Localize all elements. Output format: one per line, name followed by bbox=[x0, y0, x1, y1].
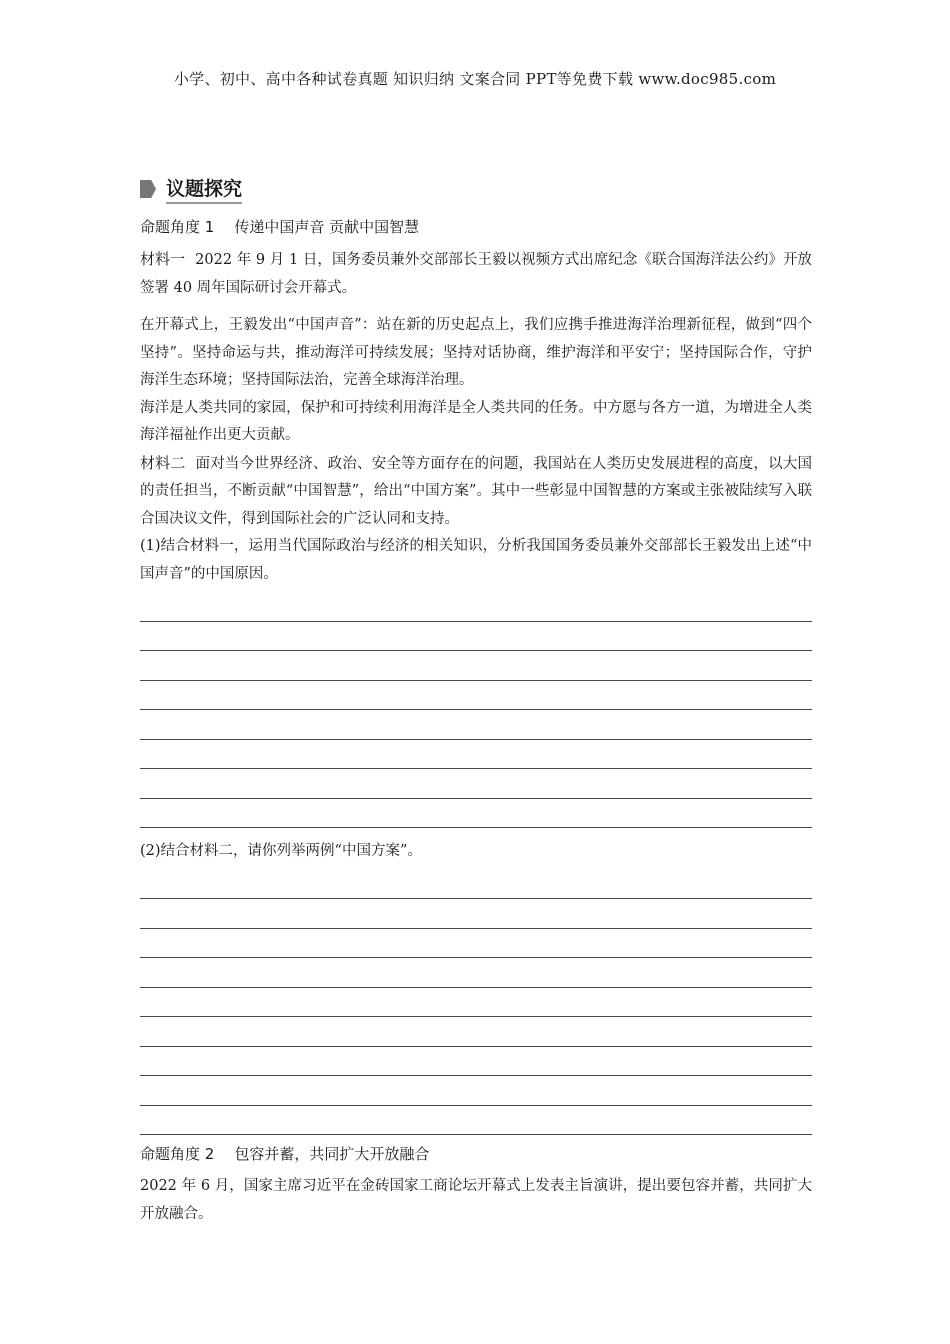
answer-line[interactable] bbox=[140, 1106, 812, 1136]
page-header: 小学、初中、高中各种试卷真题 知识归纳 文案合同 PPT等免费下载 www.doc985.com bbox=[173, 70, 777, 88]
angle-2-paragraph: 2022 年 6 月，国家主席习近平在金砖国家工商论坛开幕式上发表主旨演讲，提出要包容并蓄，共同扩大开放融合。 bbox=[140, 1178, 812, 1222]
answer-line[interactable] bbox=[140, 710, 812, 740]
material-2-paragraph bbox=[140, 450, 812, 534]
answer-area-2[interactable] bbox=[140, 870, 812, 1136]
answer-line[interactable] bbox=[140, 622, 812, 652]
material-1-paragraph-2: 在开幕式上，王毅发出“中国声音”：站在新的历史起点上，我们应携手推进海洋治理新征程，做到“四个坚持”。坚持命运与共，推动海洋可持续发展；坚持对话协商，维护海洋和平安宁；坚持国际合作，守护海洋生态环境；坚持国际法治，完善全球海洋治理。 bbox=[140, 317, 812, 388]
section-title-text: 议题探究 bbox=[166, 174, 242, 204]
section-marker-icon bbox=[140, 180, 156, 198]
question-2: (2)结合材料二，请你列举两例“中国方案”。 bbox=[140, 843, 422, 859]
main-content bbox=[140, 176, 812, 1228]
answer-line[interactable] bbox=[140, 799, 812, 829]
material-2-text: 面对当今世界经济、政治、安全等方面存在的问题，我国站在人类历史发展进程的高度，以大国的责任担当，不断贡献“中国智慧”，给出“中国方案”。其中一些彰显中国智慧的方案或主张被陆续写入联合国决议文件，得到国际社会的广泛认同和支持。 bbox=[140, 455, 812, 527]
answer-line[interactable] bbox=[140, 988, 812, 1018]
answer-line[interactable] bbox=[140, 681, 812, 711]
material-1-paragraph-3: 海洋是人类共同的家园，保护和可持续利用海洋是全人类共同的任务。中方愿与各方一道，为增进全人类海洋福祉作出更大贡献。 bbox=[140, 399, 812, 443]
material-1-paragraph-1 bbox=[140, 246, 812, 302]
section-title bbox=[140, 176, 812, 202]
answer-line[interactable] bbox=[140, 1076, 812, 1106]
material-1-label: 材料一 bbox=[140, 250, 186, 268]
answer-line[interactable] bbox=[140, 1047, 812, 1077]
angle-1-text: 传递中国声音 贡献中国智慧 bbox=[234, 218, 420, 236]
answer-area-1[interactable] bbox=[140, 592, 812, 828]
answer-line[interactable] bbox=[140, 870, 812, 900]
answer-line[interactable] bbox=[140, 740, 812, 770]
answer-line[interactable] bbox=[140, 1017, 812, 1047]
angle-2-heading bbox=[140, 1143, 812, 1165]
angle-2-label: 命题角度 2 bbox=[140, 1145, 215, 1163]
answer-line[interactable] bbox=[140, 769, 812, 799]
angle-2-text: 包容并蓄，共同扩大开放融合 bbox=[234, 1145, 430, 1163]
material-2-label: 材料二 bbox=[140, 453, 186, 472]
answer-line[interactable] bbox=[140, 592, 812, 622]
answer-line[interactable] bbox=[140, 958, 812, 988]
angle-1-label: 命题角度 1 bbox=[140, 218, 215, 236]
material-1-text: 2022 年 9 月 1 日，国务委员兼外交部部长王毅以视频方式出席纪念《联合国海洋法公约》开放签署 40 周年国际研讨会开幕式。 bbox=[140, 252, 812, 296]
question-1: (1)结合材料一，运用当代国际政治与经济的相关知识，分析我国国务委员兼外交部部长王毅发出上述“中国声音”的中国原因。 bbox=[140, 538, 812, 582]
answer-line[interactable] bbox=[140, 651, 812, 681]
answer-line[interactable] bbox=[140, 899, 812, 929]
angle-1-heading bbox=[140, 216, 812, 238]
answer-line[interactable] bbox=[140, 929, 812, 959]
